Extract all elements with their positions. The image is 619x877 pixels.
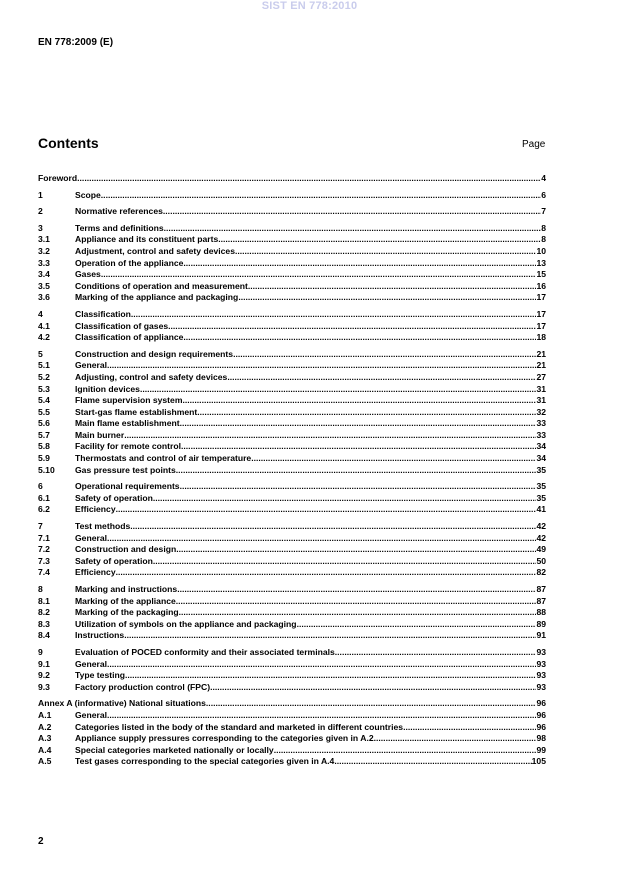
page-number: 2 (38, 836, 44, 847)
toc-entry[interactable] (38, 309, 546, 321)
toc-dot-leader (168, 321, 536, 333)
document-id: EN 778:2009 (E) (38, 37, 114, 48)
toc-entry-page: 49 (536, 544, 546, 555)
toc-entry-title: Instructions (75, 630, 125, 641)
toc-entry-number: A.1 (38, 709, 52, 720)
toc-entry-page: 16 (536, 280, 546, 291)
toc-entry[interactable] (38, 584, 546, 596)
toc-entry[interactable] (38, 596, 546, 608)
toc-entry-number: 9.3 (38, 681, 50, 692)
toc-group (38, 206, 546, 218)
toc-entry-number: 2 (38, 206, 43, 217)
toc-entry[interactable] (38, 384, 546, 396)
contents-heading: Contents (38, 135, 99, 151)
toc-entry[interactable] (38, 223, 546, 235)
toc-entry-number: 5.5 (38, 406, 50, 417)
toc-entry-page: 99 (536, 744, 546, 755)
toc-entry[interactable] (38, 670, 546, 682)
toc-dot-leader (183, 258, 536, 270)
toc-group (38, 647, 546, 693)
toc-entry-title: General (75, 532, 108, 543)
toc-entry-page: 42 (536, 521, 546, 532)
toc-entry-title: General (75, 658, 108, 669)
toc-entry-page: 41 (536, 504, 546, 515)
toc-entry-title: Efficiency (75, 567, 116, 578)
toc-entry-number: 5.9 (38, 453, 50, 464)
toc-entry[interactable] (38, 372, 546, 384)
toc-entry[interactable] (38, 395, 546, 407)
toc-entry-number: 3.5 (38, 280, 50, 291)
toc-group (38, 481, 546, 516)
toc-entry[interactable] (38, 258, 546, 270)
toc-entry-title: Main burner (75, 429, 125, 440)
toc-entry-title: Factory production control (FPC) (75, 681, 211, 692)
toc-entry[interactable] (38, 246, 546, 258)
toc-entry-number: 3.4 (38, 269, 50, 280)
toc-entry-number: 7.1 (38, 532, 50, 543)
toc-entry-number: 3.1 (38, 234, 50, 245)
toc-entry[interactable] (38, 733, 546, 745)
toc-entry[interactable] (38, 281, 546, 293)
toc-entry-title: Operational requirements (75, 481, 180, 492)
toc-entry-title: Categories listed in the body of the standard and marketed in different countries (75, 721, 404, 732)
toc-dot-leader (107, 533, 536, 545)
table-of-contents (38, 173, 546, 773)
toc-entry-number: 4.2 (38, 332, 50, 343)
toc-entry[interactable] (38, 360, 546, 372)
toc-entry-title: Classification (75, 308, 131, 319)
toc-dot-leader (179, 607, 537, 619)
toc-entry-number: 9.2 (38, 670, 50, 681)
toc-entry-title: Flame supervision system (75, 395, 183, 406)
toc-entry-page: 105 (531, 756, 546, 767)
toc-dot-leader (335, 647, 537, 659)
toc-entry-number: 5.4 (38, 395, 50, 406)
toc-entry-number: 5.1 (38, 360, 50, 371)
toc-entry[interactable] (38, 630, 546, 642)
toc-dot-leader (130, 521, 536, 533)
toc-dot-leader (334, 756, 531, 768)
toc-dot-leader (177, 584, 536, 596)
toc-entry-number: 6 (38, 481, 43, 492)
toc-dot-leader (248, 281, 537, 293)
toc-entry[interactable] (38, 190, 546, 202)
toc-entry[interactable] (38, 453, 546, 465)
toc-entry-page: 17 (536, 308, 546, 319)
toc-dot-leader (153, 493, 537, 505)
toc-dot-leader (77, 173, 541, 185)
toc-dot-leader (197, 407, 536, 419)
toc-entry-page: 7 (541, 206, 546, 217)
toc-entry-title: Appliance and its constituent parts (75, 234, 219, 245)
toc-entry-page: 89 (536, 618, 546, 629)
toc-entry[interactable] (38, 321, 546, 333)
toc-entry-title: Normative references (75, 206, 163, 217)
toc-entry[interactable] (38, 349, 546, 361)
toc-entry-title: Classification of appliance (75, 332, 184, 343)
toc-entry-title: Marking of the appliance and packaging (75, 292, 239, 303)
toc-entry-page: 93 (536, 670, 546, 681)
toc-entry-number: A.3 (38, 733, 52, 744)
toc-entry-title: Appliance supply pressures corresponding to the categories given in A.2 (75, 733, 374, 744)
toc-entry-number: 8.2 (38, 607, 50, 618)
toc-entry-number: 6.2 (38, 504, 50, 515)
toc-entry-page: 10 (536, 245, 546, 256)
toc-entry[interactable] (38, 521, 546, 533)
toc-entry-number: 5.2 (38, 371, 50, 382)
toc-dot-leader (235, 246, 536, 258)
toc-dot-leader (218, 234, 541, 246)
toc-entry-page: 6 (541, 189, 546, 200)
toc-entry-page: 27 (536, 371, 546, 382)
toc-dot-leader (107, 360, 536, 372)
toc-entry-page: 32 (536, 406, 546, 417)
toc-dot-leader (131, 309, 537, 321)
toc-entry-title: Construction and design (75, 544, 177, 555)
toc-entry[interactable] (38, 493, 546, 505)
toc-entry-page: 35 (536, 481, 546, 492)
toc-dot-leader (101, 190, 541, 202)
toc-entry[interactable] (38, 418, 546, 430)
toc-entry-number: A.5 (38, 756, 52, 767)
toc-entry-title: Classification of gases (75, 320, 169, 331)
toc-entry[interactable] (38, 407, 546, 419)
toc-group (38, 309, 546, 344)
toc-entry[interactable] (38, 607, 546, 619)
toc-entry[interactable] (38, 481, 546, 493)
toc-entry-page: 21 (536, 348, 546, 359)
toc-entry-number: A.4 (38, 744, 52, 755)
toc-entry-page: 17 (536, 320, 546, 331)
toc-entry-number: 9 (38, 646, 43, 657)
toc-entry-page: 93 (536, 681, 546, 692)
toc-entry-number: 5.10 (38, 464, 55, 475)
toc-dot-leader (176, 596, 537, 608)
toc-dot-leader (233, 349, 536, 361)
toc-entry[interactable] (38, 504, 546, 516)
toc-entry-page: 17 (536, 292, 546, 303)
toc-dot-leader (140, 384, 536, 396)
toc-entry[interactable] (38, 292, 546, 304)
toc-entry-page: 98 (536, 733, 546, 744)
toc-entry-page: 15 (536, 269, 546, 280)
toc-dot-leader (181, 441, 536, 453)
toc-entry-number: 8.4 (38, 630, 50, 641)
toc-entry-page: 8 (541, 222, 546, 233)
toc-entry-page: 34 (536, 441, 546, 452)
toc-dot-leader (107, 710, 536, 722)
toc-dot-leader (180, 481, 537, 493)
toc-dot-leader (227, 372, 536, 384)
toc-dot-leader (183, 332, 536, 344)
toc-entry[interactable] (38, 544, 546, 556)
toc-dot-leader (153, 556, 537, 568)
toc-entry-page: 96 (536, 709, 546, 720)
toc-entry-number: 7 (38, 521, 43, 532)
toc-entry[interactable] (38, 710, 546, 722)
toc-entry-page: 42 (536, 532, 546, 543)
toc-entry-page: 33 (536, 429, 546, 440)
toc-dot-leader (176, 544, 536, 556)
toc-entry-title: Operation of the appliance (75, 257, 184, 268)
toc-entry-number: 8 (38, 584, 43, 594)
toc-dot-leader (182, 395, 536, 407)
toc-entry-page: 13 (536, 257, 546, 268)
toc-entry-number: 4 (38, 308, 43, 319)
toc-entry[interactable] (38, 619, 546, 631)
toc-entry-title: Adjusting, control and safety devices (75, 371, 228, 382)
toc-dot-leader (206, 698, 537, 710)
toc-entry-number: 3 (38, 222, 43, 233)
toc-entry-number: 7.3 (38, 555, 50, 566)
toc-entry[interactable] (38, 756, 546, 768)
toc-entry[interactable] (38, 567, 546, 579)
toc-entry-title: Special categories marketed nationally or locally (75, 744, 274, 755)
toc-entry[interactable] (38, 659, 546, 671)
toc-entry-title: Test gases corresponding to the special categories given in A.4 (75, 756, 335, 767)
toc-entry-page: 88 (536, 607, 546, 618)
toc-dot-leader (403, 722, 536, 734)
toc-entry-page: 35 (536, 492, 546, 503)
toc-entry-title: General (75, 360, 108, 371)
toc-entry-page: 21 (536, 360, 546, 371)
toc-dot-leader (164, 223, 542, 235)
toc-entry-title: Safety of operation (75, 555, 153, 566)
toc-group (38, 584, 546, 642)
toc-dot-leader (163, 206, 541, 218)
toc-dot-leader (251, 453, 536, 465)
toc-entry-title: Marking and instructions (75, 584, 178, 594)
toc-entry-title: Ignition devices (75, 383, 140, 394)
toc-entry-page: 35 (536, 464, 546, 475)
toc-group (38, 190, 546, 202)
toc-entry-title: Scope (75, 189, 101, 200)
toc-entry-title: Construction and design requirements (75, 348, 234, 359)
toc-entry-page: 93 (536, 646, 546, 657)
toc-entry-page: 34 (536, 453, 546, 464)
toc-entry-page: 96 (536, 721, 546, 732)
toc-entry[interactable] (38, 533, 546, 545)
toc-dot-leader (101, 269, 537, 281)
toc-entry-page: 96 (536, 698, 546, 709)
toc-entry-number: 5.8 (38, 441, 50, 452)
toc-entry-page: 31 (536, 383, 546, 394)
toc-group (38, 173, 546, 185)
toc-entry-title: Annex A (informative) National situations (38, 698, 206, 709)
toc-entry-title: Efficiency (75, 504, 116, 515)
toc-entry[interactable] (38, 441, 546, 453)
toc-group (38, 521, 546, 579)
toc-entry-page: 31 (536, 395, 546, 406)
toc-entry-page: 93 (536, 658, 546, 669)
toc-entry[interactable] (38, 206, 546, 218)
watermark: SIST EN 778:2010 (261, 0, 358, 12)
toc-dot-leader (274, 745, 537, 757)
toc-entry[interactable] (38, 698, 546, 710)
toc-dot-leader (180, 418, 537, 430)
toc-entry[interactable] (38, 465, 546, 477)
toc-entry-page: 87 (536, 595, 546, 606)
toc-dot-leader (116, 567, 537, 579)
toc-dot-leader (297, 619, 537, 631)
toc-entry-number: 4.1 (38, 320, 50, 331)
toc-entry-page: 82 (536, 567, 546, 578)
toc-entry-number: 3.3 (38, 257, 50, 268)
toc-entry-title: Adjustment, control and safety devices (75, 245, 235, 256)
toc-entry-number: A.2 (38, 721, 52, 732)
toc-group (38, 223, 546, 304)
toc-entry-title: Terms and definitions (75, 222, 164, 233)
toc-dot-leader (374, 733, 537, 745)
toc-entry[interactable] (38, 430, 546, 442)
toc-entry[interactable] (38, 234, 546, 246)
toc-entry-number: 5.6 (38, 418, 50, 429)
toc-dot-leader (238, 292, 536, 304)
toc-entry-number: 6.1 (38, 492, 50, 503)
toc-entry-number: 1 (38, 189, 43, 200)
toc-entry-title: Type testing (75, 670, 125, 681)
toc-entry-title: Utilization of symbols on the appliance and packaging (75, 618, 297, 629)
toc-entry-title: General (75, 709, 108, 720)
toc-entry-number: 5.7 (38, 429, 50, 440)
toc-entry[interactable] (38, 722, 546, 734)
toc-entry-number: 9.1 (38, 658, 50, 669)
toc-entry-number: 5 (38, 348, 43, 359)
toc-entry[interactable] (38, 647, 546, 659)
toc-entry-page: 50 (536, 555, 546, 566)
toc-dot-leader (124, 630, 536, 642)
toc-entry-title: Facility for remote control (75, 441, 182, 452)
toc-entry-number: 7.4 (38, 567, 50, 578)
toc-entry[interactable] (38, 332, 546, 344)
toc-entry-page: 8 (541, 234, 546, 245)
toc-entry-title: Gases (75, 269, 101, 280)
toc-dot-leader (116, 504, 537, 516)
toc-dot-leader (176, 465, 537, 477)
toc-entry-title: Safety of operation (75, 492, 153, 503)
toc-entry-number: 8.1 (38, 595, 50, 606)
toc-entry[interactable] (38, 745, 546, 757)
toc-entry-title: Conditions of operation and measurement (75, 280, 248, 291)
toc-entry-title: Marking of the appliance (75, 595, 176, 606)
toc-entry-number: 5.3 (38, 383, 50, 394)
toc-entry-page: 91 (536, 630, 546, 641)
page-column-label: Page (522, 139, 546, 150)
toc-dot-leader (124, 430, 536, 442)
toc-entry-title: Start-gas flame establishment (75, 406, 198, 417)
toc-entry[interactable] (38, 556, 546, 568)
toc-entry[interactable] (38, 682, 546, 694)
toc-entry-title: Gas pressure test points (75, 464, 176, 475)
toc-dot-leader (125, 670, 536, 682)
toc-entry-title: Foreword (38, 173, 78, 183)
toc-entry-number: 3.2 (38, 245, 50, 256)
toc-entry[interactable] (38, 173, 546, 185)
toc-entry-number: 3.6 (38, 292, 50, 303)
toc-entry-page: 33 (536, 418, 546, 429)
toc-entry-title: Test methods (75, 521, 131, 532)
toc-entry-page: 18 (536, 332, 546, 343)
toc-entry-title: Thermostats and control of air temperature (75, 453, 252, 464)
toc-dot-leader (210, 682, 536, 694)
toc-entry-title: Main flame establishment (75, 418, 180, 429)
toc-group (38, 698, 546, 768)
toc-entry-title: Evaluation of POCED conformity and their associated terminals (75, 646, 335, 657)
toc-entry-number: 7.2 (38, 544, 50, 555)
toc-entry-title: Marking of the packaging (75, 607, 179, 618)
toc-dot-leader (107, 659, 536, 671)
toc-entry-page: 4 (541, 173, 546, 183)
toc-entry[interactable] (38, 269, 546, 281)
toc-entry-page: 87 (536, 584, 546, 594)
toc-group (38, 349, 546, 477)
toc-entry-number: 8.3 (38, 618, 50, 629)
